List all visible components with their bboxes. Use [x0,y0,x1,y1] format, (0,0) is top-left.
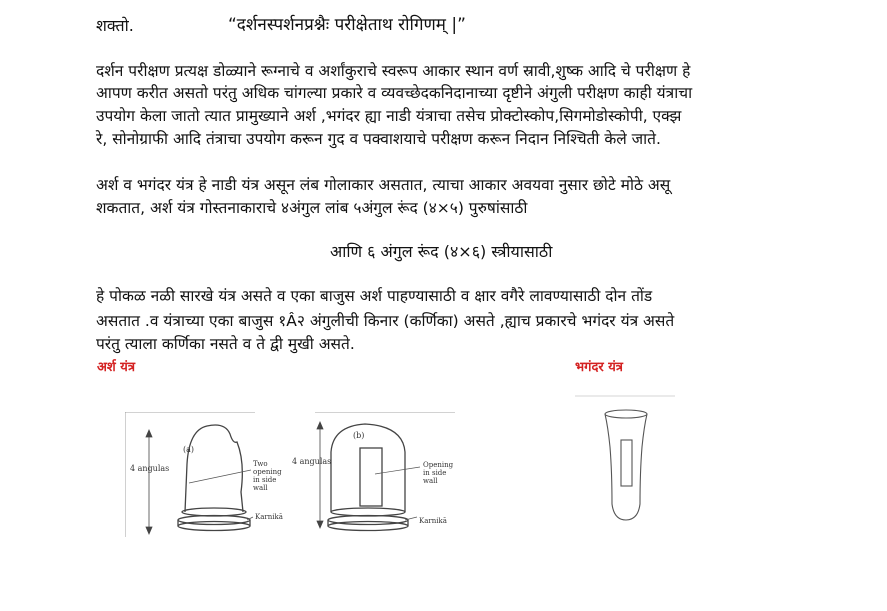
length-arrow-b [317,422,323,528]
karnika-label-b: Karnikā [419,517,447,525]
heading-quote: “दर्शनस्पर्शनप्रश्नैः परीक्षेताथ रोगिणम् |” [228,15,466,35]
two-opening-line: Two [253,460,268,468]
bhagandar-yantra-figure [570,392,680,527]
arsha-yantra-figure [125,412,470,542]
length-label-b: 4 angulas [292,457,332,466]
callout-two-opening [189,460,282,492]
karnika-label-a: Karnikā [255,513,283,521]
paragraph1-line: आपण करीत असतो परंतु अधिक चांगल्या प्रकारे व व्यवच्छेदकनिदानाच्या दृष्टीने अंगुली परीक्षण काही यंत्राचा [96,84,693,102]
paragraph1-line: दर्शन परीक्षण प्रत्यक्ष डोळ्याने रूग्नाचे व अर्शांकुराचे स्वरूप आकार स्थान वर्ण स्रावी,शुष्क आदि चे परीक्षण हे [96,62,691,80]
two-opening-line: opening [253,468,282,476]
two-opening-line: in side [253,476,277,484]
length-label-a: 4 angulas [130,464,170,473]
fig-label-a: (a) [183,445,195,454]
callout-opening-side [375,461,454,485]
opening-side-line: Opening [423,461,454,469]
length-arrow-a [146,430,152,534]
opening-side-line: in side [423,469,447,477]
paragraph1-line: रे, सोनोग्राफी आदि तंत्राचा उपयोग करून गुद व पक्वाशयाचे परीक्षण करून निदान निश्चिती केले जाते. [96,130,661,148]
opening-side-line: wall [423,477,438,485]
instrument-b-drawing [328,424,408,531]
paragraph3-line: हे पोकळ नळी सारखे यंत्र असते व एका बाजुस अर्श पाहण्यासाठी व क्षार वगैरे लावण्यासाठी दोन तोंड [96,287,653,305]
paragraph2-line: शकतात, अर्श यंत्र गोस्तनाकाराचे ४अंगुल लांब ५अंगुल रूंद (४×५) पुरुषांसाठी [96,199,528,217]
two-opening-line: wall [253,484,268,492]
paragraph3-line: असतात .व यंत्राच्या एका बाजुस १Â२ अंगुलीची किनार (कर्णिका) असते ,ह्याच प्रकारचे भगंदर यंत्र असते [96,312,675,330]
arsha-yantra-label: अर्श यंत्र [97,360,136,375]
paragraph2-line: अर्श व भगंदर यंत्र हे नाडी यंत्र असून लंब गोलाकार असतात, त्याचा आकार अवयवा नुसार छोटे मोठे असू [96,176,671,194]
paragraph1-line: उपयोग केला जातो त्यात प्रामुख्याने अर्श ,भगंदर ह्या नाडी यंत्राचा तसेच प्रोक्टोस्कोप,सिगमोडोस्कोपी, एक्झ [96,107,682,125]
bhagandar-yantra-label: भगंदर यंत्र [575,360,623,375]
centered-line: आणि ६ अंगुल रूंद (४×६) स्त्रीयासाठी [330,242,553,261]
fig-label-b: (b) [353,431,365,440]
paragraph3-line: परंतु त्याला कर्णिका नसते व ते द्वी मुखी असते. [96,335,355,353]
bhagandar-tube-drawing [605,410,647,520]
heading-word: शक्तो. [96,16,134,35]
